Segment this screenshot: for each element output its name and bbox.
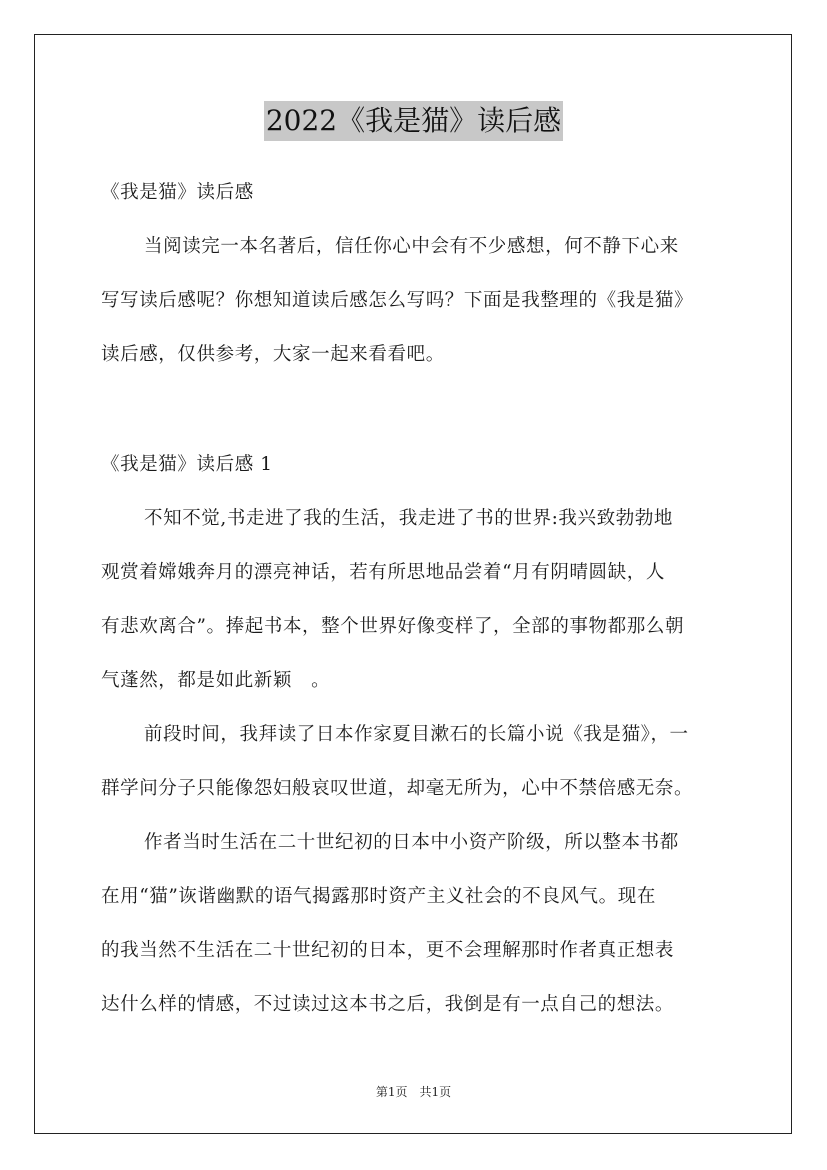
title-container <box>0 101 827 141</box>
paragraph-line: 观赏着嫦娥奔月的漂亮神话，若有所思地品尝着“月有阴晴圆缺，人 <box>101 562 665 583</box>
paragraph-line: 前段时间，我拜读了日本作家夏目漱石的长篇小说《我是猫》，一 <box>144 724 689 745</box>
paragraph-line: 气蓬然，都是如此新颖 。 <box>101 670 331 691</box>
intro-heading: 《我是猫》读后感 <box>101 182 254 203</box>
document-title: 2022《我是猫》读后感 <box>264 101 563 141</box>
paragraph-line: 群学问分子只能像怨妇般哀叹世道，却毫无所为，心中不禁倍感无奈。 <box>101 778 694 799</box>
page-footer: 第1页 共1页 <box>375 1085 452 1099</box>
paragraph-line: 不知不觉,书走进了我的生活，我走进了书的世界:我兴致勃勃地 <box>144 508 674 529</box>
intro-paragraph-line: 当阅读完一本名著后，信任你心中会有不少感想，何不静下心来 <box>144 236 679 257</box>
intro-paragraph-line: 读后感，仅供参考，大家一起来看看吧。 <box>101 344 445 365</box>
intro-paragraph-line: 写写读后感呢？你想知道读后感怎么写吗？下面是我整理的《我是猫》 <box>101 290 694 311</box>
paragraph-line: 有悲欢离合”。捧起书本，整个世界好像变样了，全部的事物都那么朝 <box>101 616 685 637</box>
paragraph-line: 在用“猫”诙谐幽默的语气揭露那时资产主义社会的不良风气。现在 <box>101 886 656 907</box>
paragraph-line: 达什么样的情感，不过读过这本书之后，我倒是有一点自己的想法。 <box>101 994 675 1015</box>
section-heading: 《我是猫》读后感 1 <box>101 454 273 475</box>
paragraph-line: 的我当然不生活在二十世纪初的日本，更不会理解那时作者真正想表 <box>101 940 675 961</box>
paragraph-line: 作者当时生活在二十世纪初的日本中小资产阶级，所以整本书都 <box>144 832 679 853</box>
